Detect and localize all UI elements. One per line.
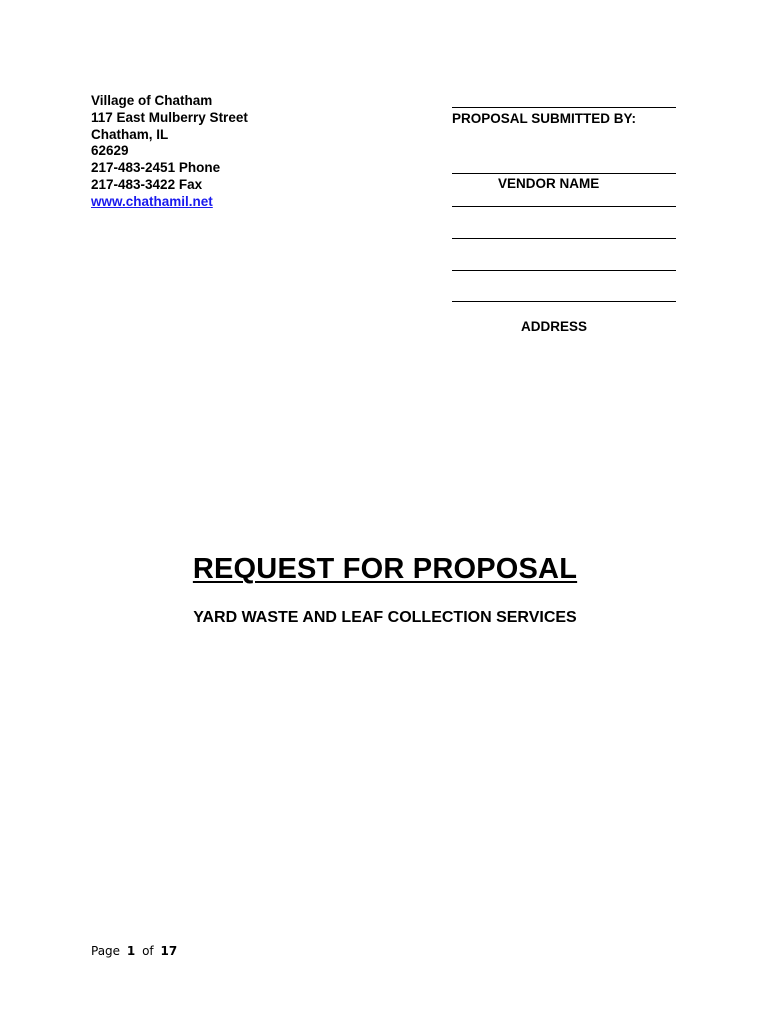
page-prefix: Page (91, 944, 121, 958)
address-blank-line-4[interactable] (452, 301, 676, 302)
sender-zip: 62629 (91, 143, 129, 159)
document-title (0, 553, 770, 586)
sender-city-state: Chatham, IL (91, 126, 169, 142)
address-blank-line-3[interactable] (452, 270, 676, 271)
sender-fax: 217-483-3422 Fax (91, 176, 203, 192)
sender-street: 117 East Mulberry Street (91, 109, 248, 125)
address-blank-line-1[interactable] (452, 206, 676, 207)
sender-address-block (91, 93, 248, 211)
address-blank-line-2[interactable] (452, 238, 676, 239)
page-of-text: of (142, 944, 154, 958)
page-number-footer (91, 944, 177, 958)
current-page-number: 1 (126, 944, 136, 958)
vendor-name-blank-line[interactable] (452, 173, 676, 174)
vendor-name-label: VENDOR NAME (498, 176, 600, 191)
submitted-by-label: PROPOSAL SUBMITTED BY: (452, 111, 637, 126)
sender-phone: 217-483-2451 Phone (91, 160, 221, 176)
submitted-by-blank-line[interactable] (452, 107, 676, 108)
total-pages-number: 17 (160, 944, 178, 958)
address-label: ADDRESS (521, 319, 588, 334)
document-subtitle: YARD WASTE AND LEAF COLLECTION SERVICES (193, 609, 577, 626)
sender-website-link[interactable]: www.chathamil.net (91, 193, 213, 209)
sender-name: Village of Chatham (91, 93, 213, 108)
document-title-text: REQUEST FOR PROPOSAL (192, 553, 578, 585)
